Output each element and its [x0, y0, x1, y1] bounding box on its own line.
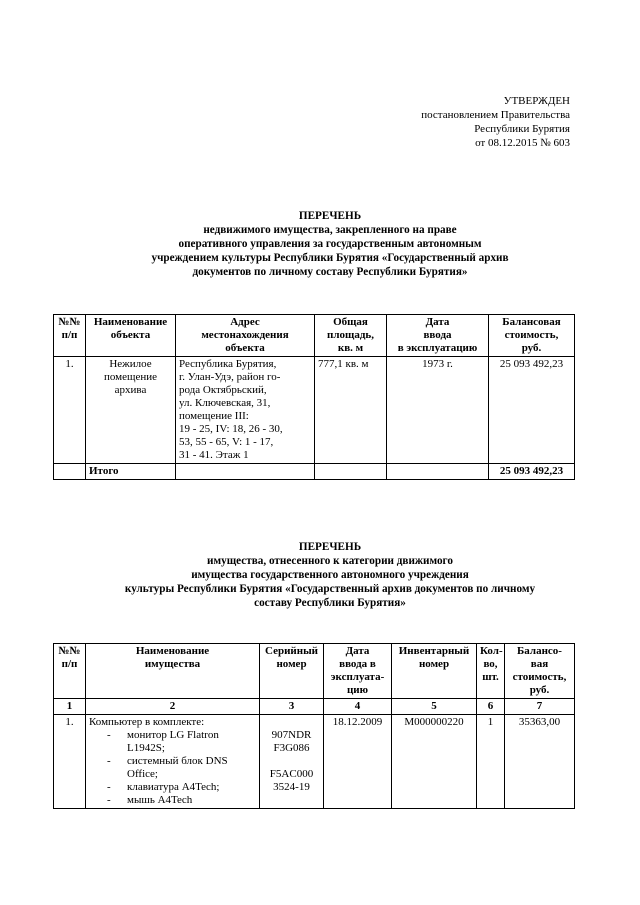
- total-value: 25 093 492,23: [489, 464, 575, 480]
- table-header-row: [54, 315, 575, 357]
- approval-line: от 08.12.2015 № 603: [475, 137, 570, 149]
- header-cell: Наименование имущества: [86, 644, 260, 699]
- object-area: 777,1 кв. м: [315, 357, 387, 464]
- list1-title-line: оперативного управления за государственным автономным: [178, 238, 482, 250]
- column-number: 7: [505, 699, 575, 715]
- commission-date: 18.12.2009: [324, 715, 392, 809]
- header-cell: Наименование объекта: [86, 315, 176, 357]
- list-item: - системный блок DNS Office;: [107, 755, 228, 780]
- header-cell: Балансовая стоимость, руб.: [489, 315, 575, 357]
- header-cell: Инвентарный номер: [392, 644, 477, 699]
- list2-title-line: культуры Республики Бурятия «Государственный архив документов по личному: [124, 583, 536, 595]
- header-cell: Общая площадь, кв. м: [315, 315, 387, 357]
- component-list: [89, 729, 256, 807]
- header-cell: №№ п/п: [54, 315, 86, 357]
- list2-title: ПЕРЕЧЕНЬ: [298, 541, 362, 553]
- approval-line: Республики Бурятия: [474, 123, 570, 135]
- list2-title-line: составу Республики Бурятия»: [254, 597, 406, 609]
- column-number: 5: [392, 699, 477, 715]
- balance-value: 35363,00: [505, 715, 575, 809]
- commission-date: 1973 г.: [387, 357, 489, 464]
- row-number: 1.: [54, 715, 86, 809]
- header-cell: Балансо- вая стоимость, руб.: [505, 644, 575, 699]
- list2-heading: [90, 540, 570, 610]
- list1-heading: [90, 209, 570, 279]
- approval-line: постановлением Правительства: [421, 109, 570, 121]
- list-item: - мышь A4Tech: [107, 794, 193, 806]
- movable-property-table: [53, 643, 575, 809]
- serial-numbers: 907NDR F3G086 F5AC000 3524-19: [260, 715, 324, 809]
- list-item: - клавиатура A4Tech;: [107, 781, 220, 793]
- list-item: - монитор LG Flatron L1942S;: [107, 729, 219, 754]
- column-numbers-row: [54, 699, 575, 715]
- object-name: Нежилое помещение архива: [86, 357, 176, 464]
- column-number: 3: [260, 699, 324, 715]
- balance-value: 25 093 492,23: [489, 357, 575, 464]
- table-row: [54, 715, 575, 809]
- approval-line: УТВЕРЖДЕН: [503, 95, 570, 107]
- real-estate-table: [53, 314, 575, 480]
- row-number: 1.: [54, 357, 86, 464]
- list1-title-line: недвижимого имущества, закрепленного на праве: [203, 224, 457, 236]
- list2-title-line: имущества, отнесенного к категории движимого: [207, 555, 453, 567]
- column-number: 6: [477, 699, 505, 715]
- list1-title-line: учреждением культуры Республики Бурятия «Государственный архив: [151, 252, 509, 264]
- list1-title: ПЕРЕЧЕНЬ: [298, 210, 362, 222]
- header-cell: Дата ввода в эксплуатацию: [387, 315, 489, 357]
- approval-block: [421, 94, 570, 150]
- property-name: Компьютер в комплекте: - монитор LG Flatron L1942S; - системный блок DNS Office; - клавиатура A4Tech; - мышь A4Tech: [86, 715, 260, 809]
- header-cell: Кол- во, шт.: [477, 644, 505, 699]
- header-cell: Серийный номер: [260, 644, 324, 699]
- column-number: 2: [86, 699, 260, 715]
- quantity: 1: [477, 715, 505, 809]
- header-cell: Дата ввода в эксплуата- цию: [324, 644, 392, 699]
- total-label: Итого: [86, 464, 176, 480]
- header-cell: Адрес местонахождения объекта: [176, 315, 315, 357]
- column-number: 4: [324, 699, 392, 715]
- header-cell: №№ п/п: [54, 644, 86, 699]
- table-header-row: [54, 644, 575, 699]
- object-address: Республика Бурятия, г. Улан-Удэ, район го- рода Октябрьский, ул. Ключевская, 31, помещение III: 19 - 25, IV: 18, 26 - 30, 53, 55 - 65, V: 1 - 17, 31 - 41. Этаж 1: [176, 357, 315, 464]
- list1-title-line: документов по личному составу Республики Бурятия»: [192, 266, 468, 278]
- column-number: 1: [54, 699, 86, 715]
- inventory-number: М000000220: [392, 715, 477, 809]
- total-row: [54, 464, 575, 480]
- list2-title-line: имущества государственного автономного учреждения: [191, 569, 469, 581]
- table-row: [54, 357, 575, 464]
